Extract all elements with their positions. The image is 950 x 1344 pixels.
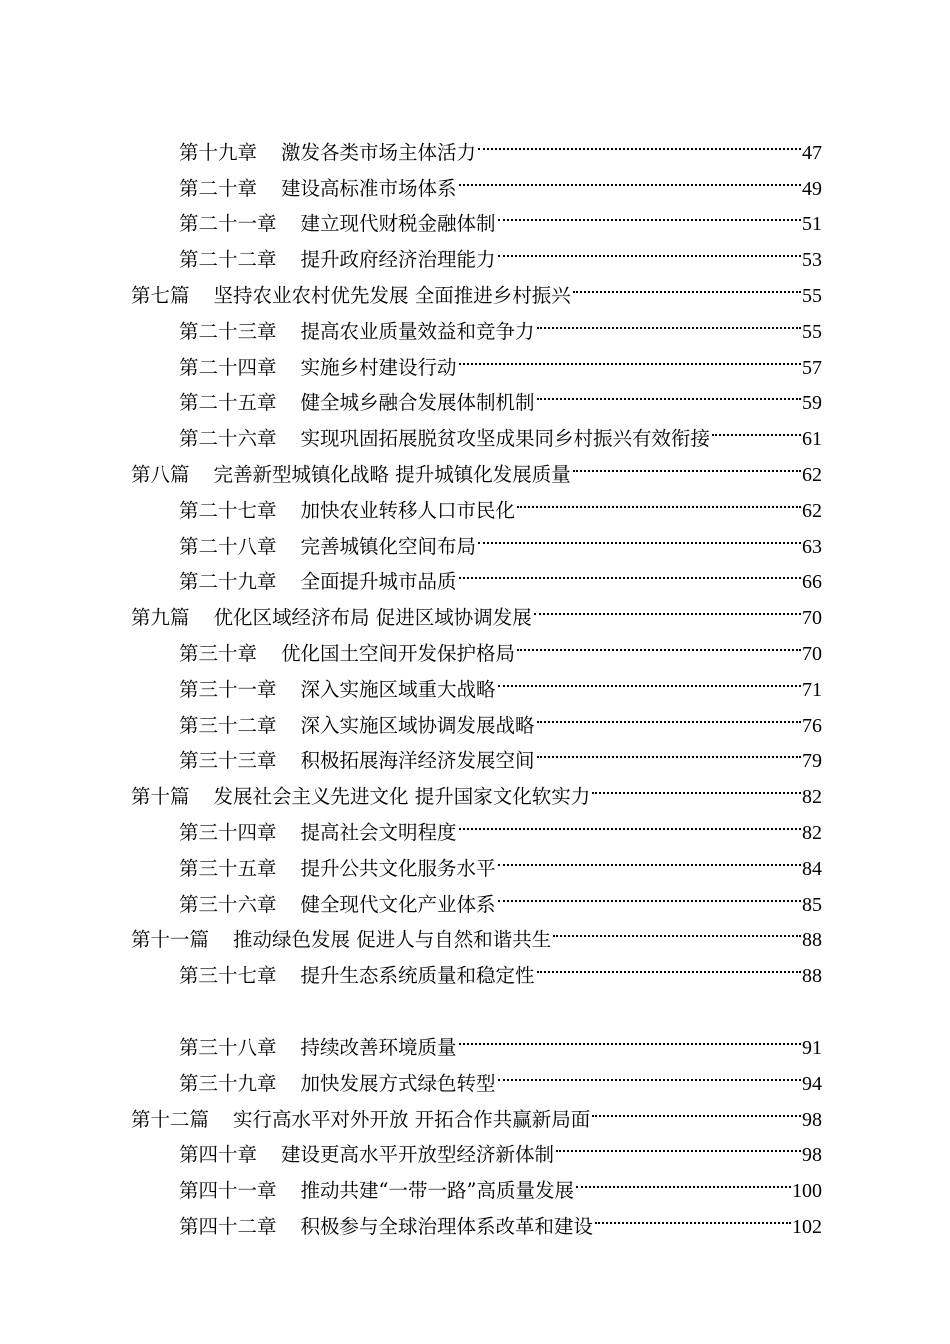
toc-page-number: 61	[802, 428, 822, 451]
toc-page-number: 88	[802, 929, 822, 952]
toc-page-number: 79	[802, 750, 822, 773]
toc-page-number: 57	[802, 356, 822, 379]
toc-entry-number: 第八篇	[131, 462, 190, 486]
dot-leader	[593, 1197, 792, 1233]
toc-entry-number: 第九篇	[131, 606, 190, 630]
toc-entry-title: 加快农业转移人口市民化	[300, 498, 516, 522]
toc-entry-title: 实施乡村建设行动	[300, 355, 457, 379]
dot-leader	[457, 1018, 802, 1054]
toc-page-number: 49	[802, 177, 822, 200]
toc-entry-number: 第二十九章	[179, 570, 277, 594]
toc-entry-title: 提高农业质量效益和竞争力	[300, 319, 535, 343]
toc-entry-number: 第三十章	[179, 641, 258, 665]
toc-entry-number: 第七篇	[131, 283, 190, 307]
toc-entry-number: 第四十二章	[179, 1214, 277, 1238]
toc-entry-number: 第三十九章	[179, 1071, 277, 1095]
toc-entry-title: 提高社会文明程度	[300, 820, 457, 844]
toc-entry-number: 第二十六章	[179, 427, 277, 451]
toc-page-number: 62	[802, 499, 822, 522]
dot-leader	[496, 660, 802, 696]
toc-page-number: 98	[802, 1108, 822, 1131]
dot-leader	[574, 1161, 792, 1197]
dot-leader	[496, 875, 802, 911]
dot-leader	[476, 123, 802, 159]
toc-entry-number: 第三十七章	[179, 964, 277, 988]
toc-entry-title: 积极参与全球治理体系改革和建设	[300, 1214, 594, 1238]
toc-entry-number: 第二十二章	[179, 248, 277, 272]
dot-leader	[551, 911, 802, 947]
toc-page-number: 70	[802, 607, 822, 630]
toc-entry-title: 全面提升城市品质	[300, 570, 457, 594]
dot-leader	[457, 803, 802, 839]
toc-entry-title: 健全城乡融合发展体制机制	[300, 391, 535, 415]
toc-page-number: 71	[802, 678, 822, 701]
toc-entry-title: 实现巩固拓展脱贫攻坚成果同乡村振兴有效衔接	[300, 427, 711, 451]
toc-entry-title: 持续改善环境质量	[300, 1035, 457, 1059]
dot-leader	[496, 230, 802, 266]
dot-leader	[496, 839, 802, 875]
toc-page-number: 70	[802, 642, 822, 665]
dot-leader	[535, 302, 802, 338]
toc-entry-number: 第二十五章	[179, 391, 277, 415]
dot-leader	[457, 338, 802, 374]
dot-leader	[515, 481, 802, 517]
toc-entry-number: 第十二篇	[131, 1107, 210, 1131]
toc-entry-number: 第三十三章	[179, 749, 277, 773]
toc-entry-title: 健全现代文化产业体系	[300, 892, 496, 916]
dot-leader	[535, 732, 802, 768]
toc-entry-number: 第二十章	[179, 176, 258, 200]
toc-entry-title: 完善城镇化空间布局	[300, 534, 477, 558]
dot-leader	[535, 696, 802, 732]
toc-entry-title: 发展社会主义先进文化 提升国家文化软实力	[213, 785, 591, 809]
toc-chapter-entry[interactable]	[0, 1018, 950, 1059]
table-of-contents	[0, 123, 950, 1238]
toc-entry-title: 提升生态系统质量和稳定性	[300, 964, 535, 988]
toc-entry-number: 第十九章	[179, 140, 258, 164]
dot-leader	[496, 1054, 802, 1090]
toc-entry-number: 第二十七章	[179, 498, 277, 522]
toc-entry-number: 第三十六章	[179, 892, 277, 916]
toc-page-number: 94	[802, 1072, 822, 1095]
dot-leader	[532, 588, 802, 624]
toc-entry-title: 深入实施区域协调发展战略	[300, 713, 535, 737]
toc-entry-number: 第四十章	[179, 1143, 258, 1167]
toc-entry-number: 第三十五章	[179, 856, 277, 880]
toc-page-number: 47	[802, 141, 822, 164]
toc-chapter-entry[interactable]	[0, 123, 950, 164]
dot-leader	[496, 195, 802, 231]
toc-entry-number: 第二十一章	[179, 212, 277, 236]
toc-entry-number: 第四十一章	[179, 1179, 277, 1203]
dot-leader	[571, 266, 802, 302]
dot-leader	[515, 624, 802, 660]
dot-leader	[535, 946, 802, 982]
toc-page-number: 55	[802, 320, 822, 343]
dot-leader	[476, 517, 802, 553]
dot-leader	[554, 1126, 802, 1162]
toc-page-number: 85	[802, 893, 822, 916]
toc-entry-number: 第三十八章	[179, 1035, 277, 1059]
toc-page-number: 62	[802, 463, 822, 486]
toc-page-number: 66	[802, 571, 822, 594]
toc-page-number: 100	[792, 1180, 822, 1203]
dot-leader	[590, 1090, 802, 1126]
toc-page-number: 51	[802, 213, 822, 236]
toc-entry-title: 实行高水平对外开放 开拓合作共赢新局面	[233, 1107, 591, 1131]
toc-entry-title: 建立现代财税金融体制	[300, 212, 496, 236]
toc-entry-title: 优化区域经济布局 促进区域协调发展	[213, 606, 532, 630]
toc-entry-title: 提升政府经济治理能力	[300, 248, 496, 272]
toc-page-number: 63	[802, 535, 822, 558]
toc-entry-title: 坚持农业农村优先发展 全面推进乡村振兴	[213, 283, 571, 307]
toc-entry-number: 第十篇	[131, 785, 190, 809]
toc-page-number: 82	[802, 821, 822, 844]
toc-entry-title: 优化国土空间开发保护格局	[281, 641, 516, 665]
toc-entry-number: 第三十四章	[179, 820, 277, 844]
toc-entry-number: 第三十一章	[179, 677, 277, 701]
dot-leader	[457, 553, 802, 589]
toc-page-number: 91	[802, 1036, 822, 1059]
toc-entry-title: 推动绿色发展 促进人与自然和谐共生	[233, 928, 552, 952]
toc-entry-title: 积极拓展海洋经济发展空间	[300, 749, 535, 773]
toc-page-number: 82	[802, 786, 822, 809]
toc-page-number: 76	[802, 714, 822, 737]
toc-entry-title: 激发各类市场主体活力	[281, 140, 477, 164]
toc-entry-number: 第二十三章	[179, 319, 277, 343]
toc-page-number: 88	[802, 965, 822, 988]
toc-page-number: 53	[802, 249, 822, 272]
toc-page-number: 55	[802, 284, 822, 307]
toc-entry-title: 建设高标准市场体系	[281, 176, 457, 200]
dot-leader	[535, 374, 802, 410]
toc-entry-title: 建设更高水平开放型经济新体制	[281, 1143, 555, 1167]
toc-page-number: 59	[802, 392, 822, 415]
toc-page-number: 102	[792, 1215, 822, 1238]
toc-entry-number: 第十一篇	[131, 928, 210, 952]
toc-entry-title: 深入实施区域重大战略	[300, 677, 496, 701]
toc-entry-number: 第二十八章	[179, 534, 277, 558]
toc-entry-title: 完善新型城镇化战略 提升城镇化发展质量	[213, 462, 571, 486]
toc-page-number: 84	[802, 857, 822, 880]
toc-entry-number: 第二十四章	[179, 355, 277, 379]
toc-entry-title: 推动共建“一带一路”高质量发展	[300, 1179, 574, 1203]
toc-page-number: 98	[802, 1144, 822, 1167]
dot-leader	[710, 409, 802, 445]
dot-leader	[457, 159, 802, 195]
toc-entry-title: 加快发展方式绿色转型	[300, 1071, 496, 1095]
dot-leader	[571, 445, 802, 481]
toc-entry-number: 第三十二章	[179, 713, 277, 737]
dot-leader	[590, 767, 802, 803]
toc-entry-title: 提升公共文化服务水平	[300, 856, 496, 880]
